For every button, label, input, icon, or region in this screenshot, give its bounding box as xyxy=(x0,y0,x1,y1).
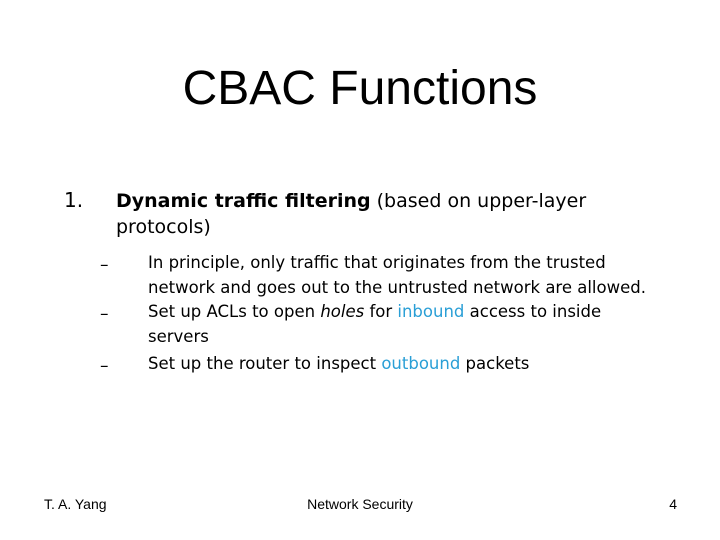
bullet-line: In principle, only traffic that originates from the trusted xyxy=(148,253,606,272)
item-heading-rest: (based on upper-layer xyxy=(370,190,587,212)
item-heading xyxy=(116,188,676,240)
footer-course: Network Security xyxy=(307,496,413,512)
bullet-line: network and goes out to the untrusted network are allowed. xyxy=(148,278,646,297)
footer-author: T. A. Yang xyxy=(44,496,107,512)
bullet-text xyxy=(148,250,688,300)
bullet-dash: – xyxy=(100,255,109,275)
bullet-text-pre: Set up ACLs to open xyxy=(148,302,321,321)
bullet-text-post: access to inside xyxy=(464,302,602,321)
bullet-dash: – xyxy=(100,304,109,324)
bullet-line: servers xyxy=(148,327,209,346)
bullet-dash: – xyxy=(100,356,109,376)
highlight-outbound: outbound xyxy=(381,354,461,373)
slide-title: CBAC Functions xyxy=(182,62,538,115)
bullet-text-pre: Set up the router to inspect xyxy=(148,354,382,373)
item-number: 1. xyxy=(64,188,84,212)
bullet-text xyxy=(148,299,688,349)
bullet-text-italic: holes xyxy=(320,302,365,321)
item-heading-line2: protocols) xyxy=(116,216,211,238)
bullet-text-mid: for xyxy=(364,302,398,321)
page-number: 4 xyxy=(669,496,677,512)
bullet-text xyxy=(148,351,688,376)
highlight-inbound: inbound xyxy=(397,302,465,321)
bullet-text-post: packets xyxy=(460,354,530,373)
item-heading-bold: Dynamic traffic filtering xyxy=(116,190,371,212)
